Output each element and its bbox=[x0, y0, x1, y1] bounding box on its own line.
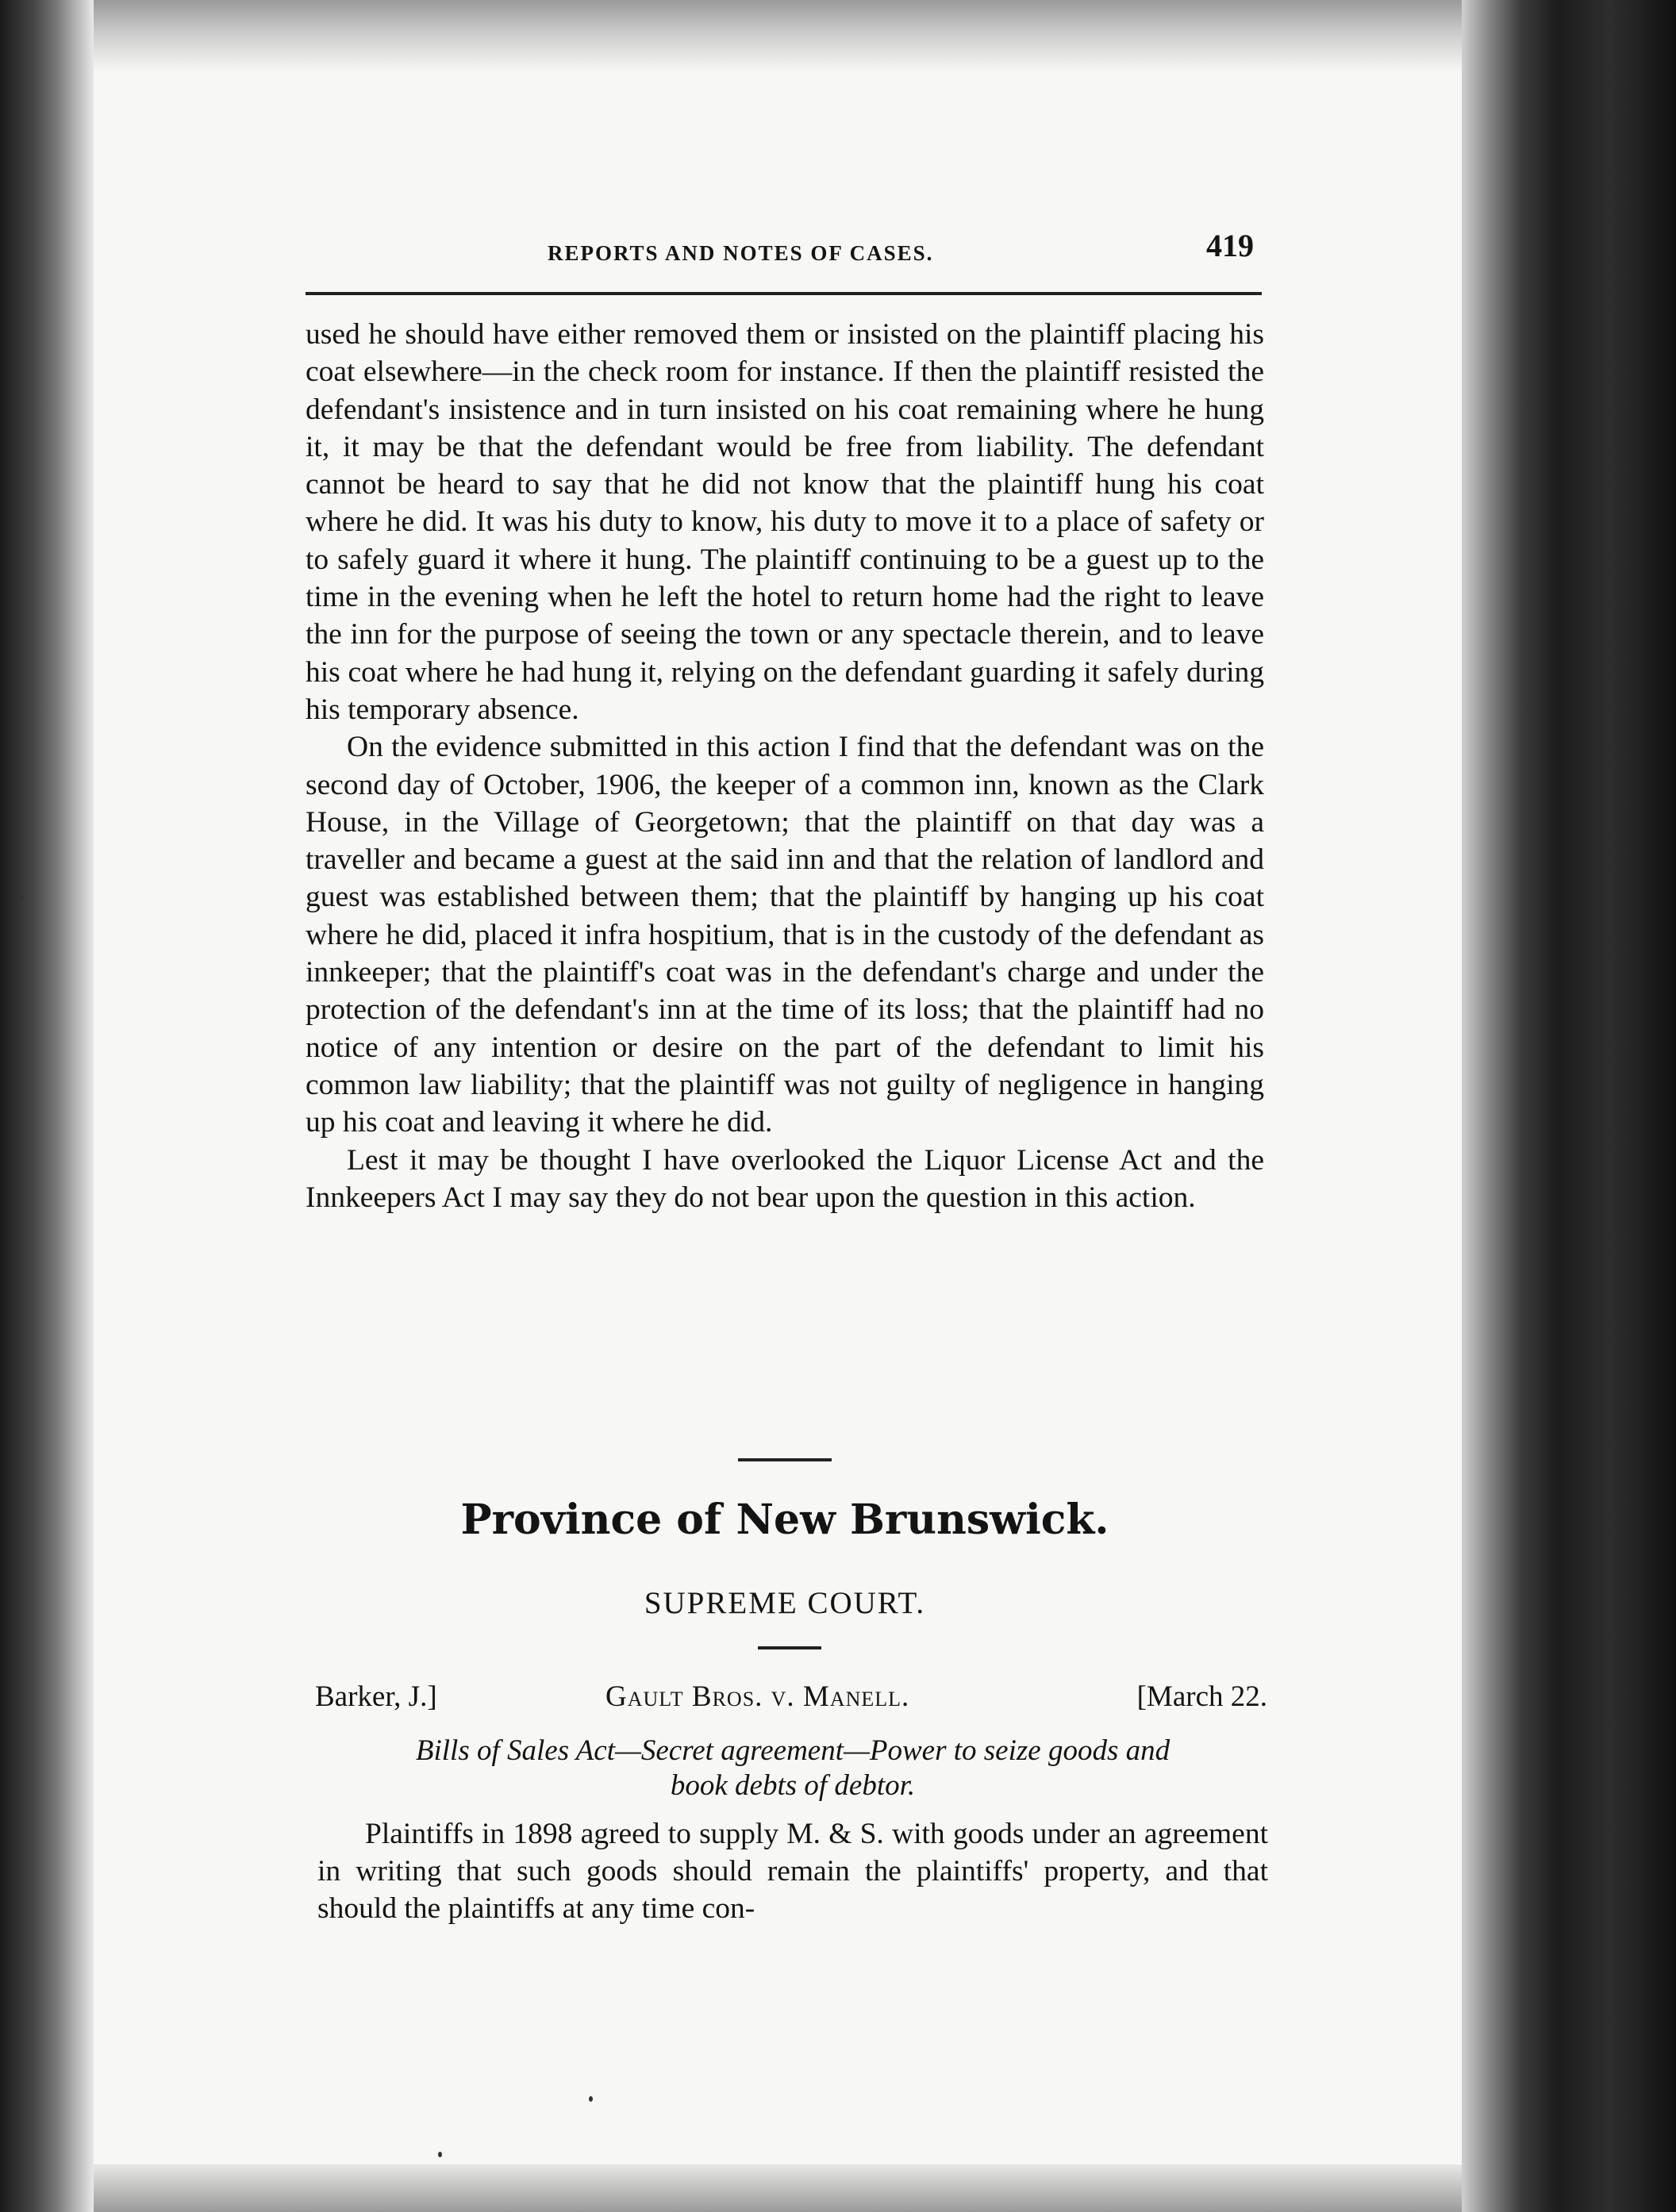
court-heading: SUPREME COURT. bbox=[644, 1586, 926, 1620]
section-divider-rule bbox=[738, 1458, 832, 1461]
headnote-line: Bills of Sales Act—Secret agreement—Power to seize goods and bbox=[415, 1734, 1171, 1767]
court-divider-rule bbox=[758, 1646, 821, 1649]
running-head bbox=[309, 224, 1254, 271]
case-text bbox=[317, 1815, 1268, 1927]
scan-top-edge bbox=[94, 0, 1462, 71]
scan-speck bbox=[589, 2096, 593, 2102]
header-rule bbox=[306, 292, 1262, 295]
case-judge: Barker, J.] bbox=[315, 1680, 437, 1713]
case-date: [March 22. bbox=[1136, 1680, 1267, 1713]
body-text bbox=[306, 316, 1264, 1216]
running-head-title: REPORTS AND NOTES OF CASES. bbox=[548, 241, 934, 265]
province-heading: Province of New Brunswick. bbox=[460, 1496, 1109, 1544]
body-paragraph: used he should have either removed them or insisted on the plaintiff placing his coat elsewhere—in the check room for instance. If then the plaintiff resisted the defendant's insistence and in turn insisted on his coat remaining where he hung it, it may be that the defendant would be free from liability. The defendant cannot be heard to say that he did not know that the plaintiff hung his coat where he did. It was his duty to know, his duty to move it to a place of safety or to safely guard it where it hung. The plaintiff continuing to be a guest up to the time in the evening when he left the hotel to return home had the right to leave the inn for the purpose of seeing the town or any spectacle therein, and to leave his coat where he had hung it, relying on the defendant guarding it safely during his temporary absence. bbox=[306, 318, 1264, 726]
page-number: 419 bbox=[1206, 228, 1254, 263]
scan-right-edge bbox=[1462, 0, 1676, 2212]
scan-speck bbox=[17, 895, 24, 901]
scan-bottom-edge bbox=[94, 2164, 1462, 2212]
scan-left-edge bbox=[0, 0, 94, 2212]
case-paragraph: Plaintiffs in 1898 agreed to supply M. & S. with goods under an agreement in writing that such goods should remain the plaintiffs' property, and that should the plaintiffs at any time con- bbox=[317, 1818, 1268, 1925]
case-caption bbox=[315, 1680, 1267, 1719]
headnote bbox=[317, 1734, 1268, 1803]
body-paragraph: On the evidence submitted in this action I find that the defendant was on the second day of October, 1906, the keeper of a common inn, known as the Clark House, in the Village of Georgetown; that the plaintiff on that day was a traveller and became a guest at the said inn and that the relation of landlord and guest was established between them; that the plaintiff by hanging up his coat where he did, placed it infra hospitium, that is in the custody of the defendant as innkeeper; that the plaintiff's coat was in the defendant's charge and under the protection of the defendant's inn at the time of its loss; that the plaintiff had no notice of any intention or desire on the part of the defendant to limit his common law liability; that the plaintiff was not guilty of negligence in hanging up his coat and leaving it where he did. bbox=[306, 731, 1264, 1139]
body-paragraph: Lest it may be thought I have overlooked the Liquor License Act and the Innkeepers Act I may say they do not bear upon the question in this action. bbox=[306, 1143, 1264, 1214]
case-name: Gault Bros. v. Manell. bbox=[605, 1680, 910, 1713]
scan-speck bbox=[438, 2152, 442, 2157]
headnote-line: book debts of debtor. bbox=[670, 1769, 916, 1802]
